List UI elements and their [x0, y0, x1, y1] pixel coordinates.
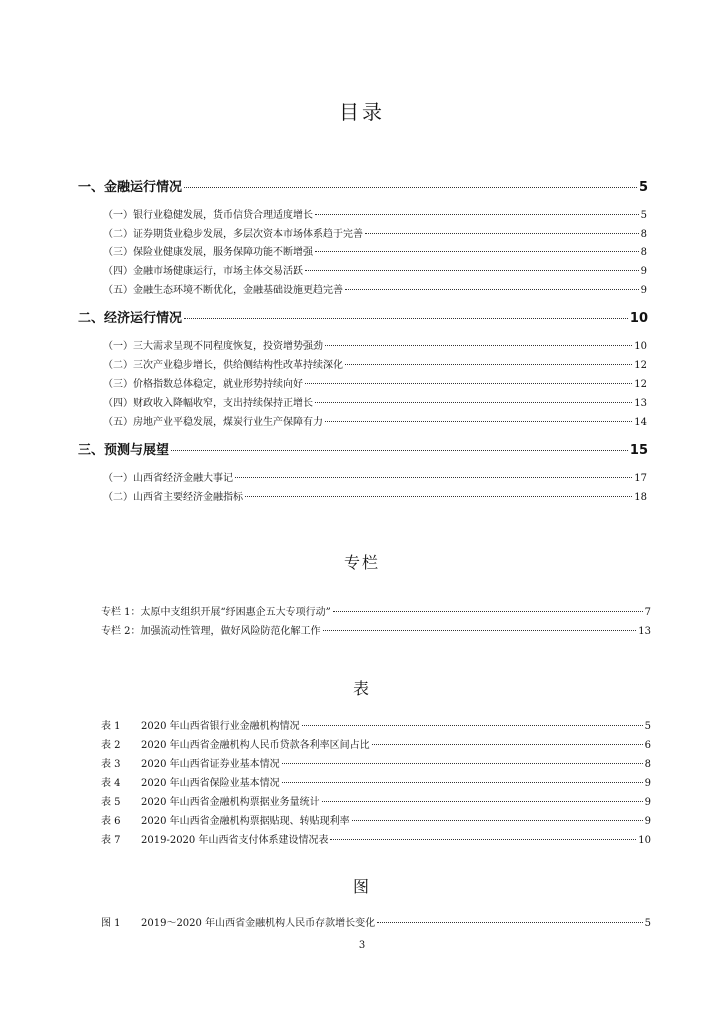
toc-page-number: 9: [644, 778, 651, 789]
column-entry[interactable]: [101, 603, 651, 618]
dot-leader: [352, 820, 643, 821]
toc-item-label: （二）山西省主要经济金融指标: [103, 492, 243, 503]
toc-page-number: 8: [644, 759, 651, 770]
toc-item-label: （二）三次产业稳步增长，供给侧结构性改革持续深化: [103, 360, 343, 371]
toc-item-label: （四）金融市场健康运行，市场主体交易活跃: [103, 266, 303, 277]
table-entry-label: 2019-2020 年山西省支付体系建设情况表: [141, 835, 329, 846]
toc-item[interactable]: [103, 394, 647, 409]
tables-heading: 表: [352, 679, 371, 698]
table-entry-label: 2020 年山西省银行业金融机构情况: [141, 721, 300, 732]
toc-item-label: （四）财政收入降幅收窄，支出持续保持正增长: [103, 398, 313, 409]
column-entry[interactable]: [101, 622, 651, 637]
toc-item[interactable]: [103, 243, 647, 258]
toc-page-number: 12: [634, 360, 647, 371]
table-entry-label: 2020 年山西省金融机构人民币贷款各利率区间占比: [141, 740, 370, 751]
table-number: 表 4: [101, 778, 121, 789]
dot-leader: [372, 744, 643, 745]
toc-item[interactable]: [103, 469, 647, 484]
toc-page-number: 13: [638, 626, 651, 637]
column-entry-label: 专栏 1：太原中支组织开展“纾困惠企五大专项行动”: [101, 607, 331, 618]
toc-page-number: 15: [629, 443, 648, 458]
table-entry-label: 2020 年山西省保险业基本情况: [141, 778, 280, 789]
dot-leader: [333, 611, 643, 612]
dot-leader: [245, 496, 632, 497]
toc-section-label: 一、金融运行情况: [78, 180, 183, 195]
toc-page-number: 17: [634, 473, 647, 484]
toc-page-number: 9: [640, 285, 647, 296]
dot-leader: [345, 364, 632, 365]
toc-title: 目录: [339, 100, 385, 124]
toc-section-2[interactable]: [78, 307, 648, 326]
dot-leader: [184, 187, 637, 188]
toc-page-number: 8: [640, 247, 647, 258]
toc-section-3[interactable]: [78, 439, 648, 458]
toc-page-number: 10: [638, 835, 651, 846]
table-entry[interactable]: [101, 812, 651, 827]
table-entry[interactable]: [101, 736, 651, 751]
table-entry[interactable]: [101, 717, 651, 732]
toc-page-number: 10: [629, 311, 648, 326]
table-number: 表 3: [101, 759, 121, 770]
toc-page-number: 10: [634, 341, 647, 352]
toc-page-number: 5: [644, 721, 651, 732]
page-number: 3: [358, 940, 366, 951]
toc-item-label: （一）三大需求呈现不同程度恢复，投资增势强劲: [103, 341, 323, 352]
toc-page-number: 9: [644, 797, 651, 808]
table-number: 表 1: [101, 721, 121, 732]
table-entry-label: 2020 年山西省金融机构票据业务量统计: [141, 797, 320, 808]
table-entry[interactable]: [101, 831, 651, 846]
toc-item-label: （三）保险业健康发展，服务保障功能不断增强: [103, 247, 313, 258]
toc-page-number: 5: [644, 918, 651, 929]
table-number: 表 5: [101, 797, 121, 808]
toc-section-1[interactable]: [78, 176, 648, 195]
toc-item-label: （三）价格指数总体稳定，就业形势持续向好: [103, 379, 303, 390]
toc-item-label: （五）金融生态环境不断优化，金融基础设施更趋完善: [103, 285, 343, 296]
dot-leader: [171, 450, 628, 451]
toc-item[interactable]: [103, 356, 647, 371]
dot-leader: [330, 839, 636, 840]
figure-entry[interactable]: [101, 914, 651, 929]
toc-item[interactable]: [103, 413, 647, 428]
toc-item-label: （一）山西省经济金融大事记: [103, 473, 233, 484]
column-entry-label: 专栏 2：加强流动性管理，做好风险防范化解工作: [101, 626, 321, 637]
figure-entry-label: 2019～2020 年山西省金融机构人民币存款增长变化: [141, 918, 376, 929]
toc-page-number: 6: [644, 740, 651, 751]
toc-section-label: 二、经济运行情况: [78, 311, 183, 326]
toc-page-number: 18: [634, 492, 647, 503]
toc-item-label: （一）银行业稳健发展，货币信贷合理适度增长: [103, 210, 313, 221]
toc-item-label: （五）房地产业平稳发展，煤炭行业生产保障有力: [103, 417, 323, 428]
table-entry-label: 2020 年山西省金融机构票据贴现、转贴现利率: [141, 816, 350, 827]
dot-leader: [365, 233, 639, 234]
dot-leader: [377, 922, 643, 923]
table-number: 表 7: [101, 835, 121, 846]
table-entry[interactable]: [101, 793, 651, 808]
toc-item[interactable]: [103, 206, 647, 221]
toc-page-number: 9: [644, 816, 651, 827]
dot-leader: [325, 345, 632, 346]
dot-leader: [282, 782, 643, 783]
dot-leader: [305, 383, 632, 384]
dot-leader: [323, 630, 637, 631]
toc-page-number: 13: [634, 398, 647, 409]
table-number: 表 2: [101, 740, 121, 751]
figure-number: 图 1: [101, 918, 121, 929]
dot-leader: [282, 763, 643, 764]
toc-page-number: 5: [640, 210, 647, 221]
toc-item[interactable]: [103, 262, 647, 277]
toc-item[interactable]: [103, 337, 647, 352]
toc-page-number: 8: [640, 229, 647, 240]
table-entry[interactable]: [101, 755, 651, 770]
toc-item[interactable]: [103, 375, 647, 390]
figures-heading: 图: [352, 877, 371, 896]
table-entry-label: 2020 年山西省证券业基本情况: [141, 759, 280, 770]
dot-leader: [322, 801, 643, 802]
dot-leader: [305, 270, 639, 271]
toc-section-label: 三、预测与展望: [78, 443, 170, 458]
dot-leader: [345, 289, 639, 290]
toc-page-number: 7: [644, 607, 651, 618]
dot-leader: [235, 477, 632, 478]
dot-leader: [325, 421, 632, 422]
toc-item-label: （二）证券期货业稳步发展，多层次资本市场体系趋于完善: [103, 229, 363, 240]
dot-leader: [315, 214, 639, 215]
dot-leader: [315, 402, 632, 403]
columns-heading: 专栏: [343, 553, 380, 572]
dot-leader: [315, 251, 639, 252]
table-entry[interactable]: [101, 774, 651, 789]
dot-leader: [302, 725, 643, 726]
table-number: 表 6: [101, 816, 121, 827]
toc-item[interactable]: [103, 225, 647, 240]
toc-page-number: 5: [638, 180, 648, 195]
toc-page-number: 14: [634, 417, 647, 428]
toc-item[interactable]: [103, 488, 647, 503]
toc-item[interactable]: [103, 281, 647, 296]
toc-page-number: 9: [640, 266, 647, 277]
dot-leader: [184, 318, 628, 319]
toc-page-number: 12: [634, 379, 647, 390]
